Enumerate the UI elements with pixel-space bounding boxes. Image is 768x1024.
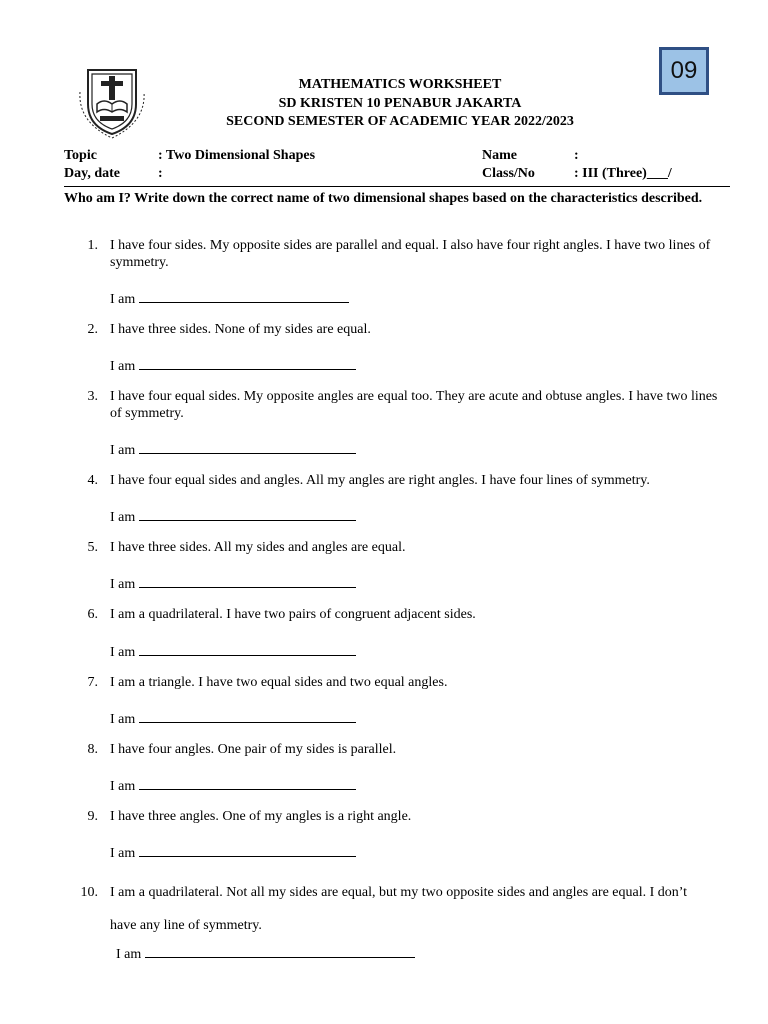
question-number: 5.: [87, 540, 98, 555]
name-field[interactable]: :: [574, 148, 579, 163]
question-text: I have four equal sides. My opposite angles are equal too. They are acute and obtuse angles. I have two lines of symmetry.: [110, 389, 718, 421]
topic-value: : Two Dimensional Shapes: [158, 148, 316, 163]
question-4: [64, 472, 730, 489]
answer-blank[interactable]: [139, 573, 356, 588]
class-no-field[interactable]: : III (Three)___/: [574, 166, 672, 181]
answer-prefix: I am: [110, 292, 136, 307]
question-number: 8.: [87, 742, 98, 757]
question-10: [64, 876, 730, 942]
question-3: [64, 388, 730, 422]
answer-prefix: I am: [110, 577, 136, 592]
answer-prefix: I am: [116, 947, 142, 962]
question-number: 9.: [87, 809, 98, 824]
answer-8[interactable]: [110, 775, 356, 795]
worksheet-title: MATHEMATICS WORKSHEET: [298, 77, 502, 92]
answer-9[interactable]: [110, 842, 356, 862]
answer-prefix: I am: [110, 443, 136, 458]
question-text: I have three angles. One of my angles is a right angle.: [110, 809, 412, 824]
answer-prefix: I am: [110, 510, 136, 525]
answer-blank[interactable]: [139, 842, 356, 857]
answer-prefix: I am: [110, 359, 136, 374]
student-info: [64, 148, 730, 184]
answer-blank[interactable]: [139, 708, 356, 723]
answer-prefix: I am: [110, 846, 136, 861]
question-text: I have four sides. My opposite sides are parallel and equal. I also have four right angles. I have two lines of symmetry.: [110, 238, 711, 270]
answer-blank[interactable]: [139, 355, 356, 370]
question-number: 4.: [87, 473, 98, 488]
question-number: 10.: [80, 885, 98, 900]
answer-blank[interactable]: [139, 439, 356, 454]
worksheet-header: [130, 76, 670, 132]
question-text: I have three sides. All my sides and angles are equal.: [110, 540, 406, 555]
question-text: I am a quadrilateral. Not all my sides are equal, but my two opposite sides and angles are equal. I don’t have any line of symmetry.: [110, 885, 688, 933]
question-6: [64, 606, 730, 623]
question-5: [64, 539, 730, 556]
answer-10[interactable]: [116, 943, 415, 963]
academic-year: SECOND SEMESTER OF ACADEMIC YEAR 2022/2023: [226, 114, 574, 129]
question-9: [64, 808, 730, 825]
answer-prefix: I am: [110, 712, 136, 727]
question-text: I have four equal sides and angles. All my angles are right angles. I have four lines of symmetry.: [110, 473, 650, 488]
answer-prefix: I am: [110, 779, 136, 794]
answer-blank[interactable]: [145, 943, 415, 958]
question-text: I am a quadrilateral. I have two pairs of congruent adjacent sides.: [110, 607, 476, 622]
answer-5[interactable]: [110, 573, 356, 593]
question-number: 1.: [87, 238, 98, 253]
question-text: I am a triangle. I have two equal sides and two equal angles.: [110, 675, 448, 690]
day-date-field[interactable]: :: [158, 166, 163, 181]
answer-7[interactable]: [110, 708, 356, 728]
question-text: I have three sides. None of my sides are equal.: [110, 322, 371, 337]
question-8: [64, 741, 730, 758]
name-label: Name: [482, 148, 517, 163]
question-7: [64, 674, 730, 691]
answer-blank[interactable]: [139, 506, 356, 521]
page-number-badge: 09: [659, 47, 709, 95]
answer-3[interactable]: [110, 439, 356, 459]
answer-blank[interactable]: [139, 641, 356, 656]
question-number: 2.: [87, 322, 98, 337]
question-text: I have four angles. One pair of my sides is parallel.: [110, 742, 397, 757]
answer-2[interactable]: [110, 355, 356, 375]
school-name: SD KRISTEN 10 PENABUR JAKARTA: [278, 95, 522, 111]
answer-blank[interactable]: [139, 288, 349, 303]
day-date-label: Day, date: [64, 166, 120, 181]
question-1: [64, 237, 730, 271]
question-2: [64, 321, 730, 338]
answer-6[interactable]: [110, 641, 356, 661]
topic-label: Topic: [64, 148, 97, 163]
answer-1[interactable]: [110, 288, 349, 308]
class-no-label: Class/No: [482, 166, 535, 181]
answer-blank[interactable]: [139, 775, 356, 790]
question-number: 3.: [87, 389, 98, 404]
instructions: Who am I? Write down the correct name of two dimensional shapes based on the characteristics described.: [64, 191, 703, 206]
question-number: 6.: [87, 607, 98, 622]
answer-4[interactable]: [110, 506, 356, 526]
answer-prefix: I am: [110, 645, 136, 660]
question-number: 7.: [87, 675, 98, 690]
